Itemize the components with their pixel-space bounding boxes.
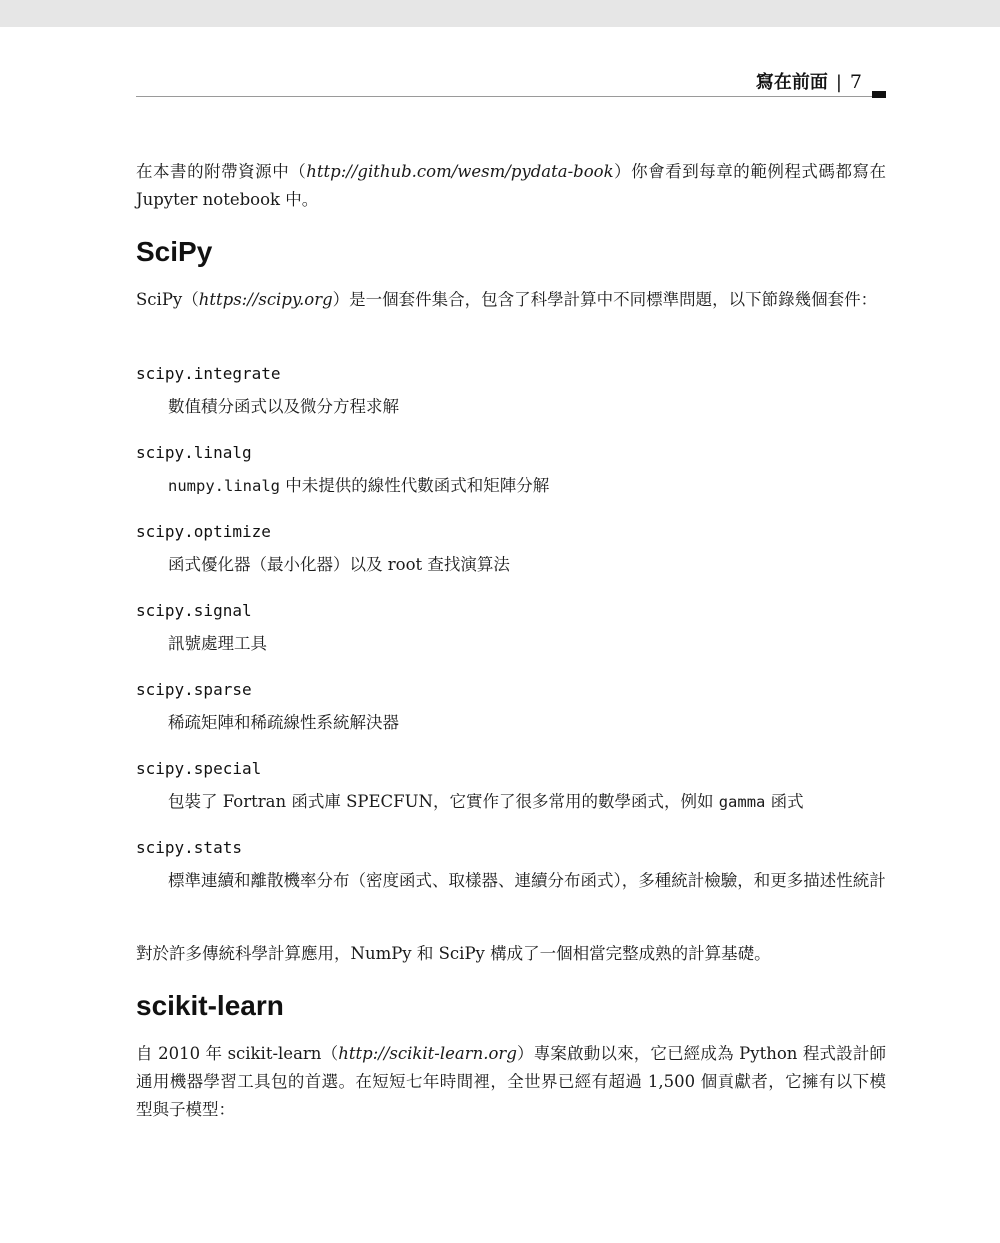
intro-paragraph [136, 158, 886, 214]
header-corner-mark [872, 91, 886, 98]
sklearn-text-2: ）專案啟動以來，它已經成為 Python 程式設計師通用機器學習工具包的首選。在短短七年時間裡，全世界已經有超過 1,500 個貢獻者，它擁有以下模型與子模型： [136, 1044, 886, 1119]
module-name: scipy.special [136, 759, 262, 778]
module-name: scipy.stats [136, 838, 242, 857]
scipy-closing-paragraph: 對於許多傳統科學計算應用，NumPy 和 SciPy 構成了一個相當完整成熟的計算基礎。 [136, 944, 771, 963]
intro-url: http://github.com/wesm/pydata-book [306, 162, 614, 181]
sklearn-heading: scikit-learn [136, 990, 284, 1021]
running-header-text [756, 68, 862, 94]
module-description [168, 630, 886, 658]
module-name: scipy.sparse [136, 680, 252, 699]
running-header [136, 66, 886, 96]
module-description [168, 867, 886, 895]
module-description [168, 551, 886, 579]
description-text: 函式優化器（最小化器）以及 root 查找演算法 [168, 555, 510, 574]
sklearn-text-1: 自 2010 年 scikit-learn（ [136, 1044, 339, 1063]
module-description [168, 788, 886, 816]
module-description [168, 472, 886, 500]
description-text: 包裝了 Fortran 函式庫 SPECFUN，它實作了很多常用的數學函式，例如 [168, 792, 719, 811]
description-text: 稀疏矩陣和稀疏線性系統解決器 [168, 713, 399, 732]
scipy-url: https://scipy.org [198, 290, 333, 309]
header-separator: | [835, 72, 842, 93]
module-name: scipy.integrate [136, 364, 281, 383]
intro-text-2: ）你會看到每章的範例程式碼都寫在 Jupyter notebook 中。 [136, 162, 887, 209]
intro-text-1: 在本書的附帶資源中（ [136, 162, 307, 181]
header-rule [136, 96, 886, 97]
scipy-intro-text-2: ）是一個套件集合，包含了科學計算中不同標準問題，以下節錄幾個套件： [332, 290, 878, 309]
description-text: 數值積分函式以及微分方程求解 [168, 397, 399, 416]
inline-code: numpy.linalg [168, 477, 280, 495]
sklearn-paragraph [136, 1040, 886, 1124]
module-name: scipy.linalg [136, 443, 252, 462]
module-name: scipy.signal [136, 601, 252, 620]
module-description [168, 709, 886, 737]
page-top-band [0, 0, 1000, 27]
description-text: 訊號處理工具 [168, 634, 267, 653]
scipy-heading: SciPy [136, 236, 213, 267]
module-name: scipy.optimize [136, 522, 271, 541]
chapter-title: 寫在前面 [755, 72, 828, 93]
description-text: 函式 [765, 792, 804, 811]
scipy-intro-paragraph [136, 286, 886, 314]
page-number: 7 [849, 71, 862, 93]
inline-code: gamma [718, 793, 766, 811]
scipy-intro-text-1: SciPy（ [136, 290, 199, 309]
module-description [168, 393, 886, 421]
sklearn-url: http://scikit-learn.org [338, 1044, 517, 1063]
description-text: 中未提供的線性代數函式和矩陣分解 [279, 476, 550, 495]
description-text: 標準連續和離散機率分布（密度函式、取樣器、連續分布函式），多種統計檢驗，和更多描述性統計 [168, 871, 886, 890]
